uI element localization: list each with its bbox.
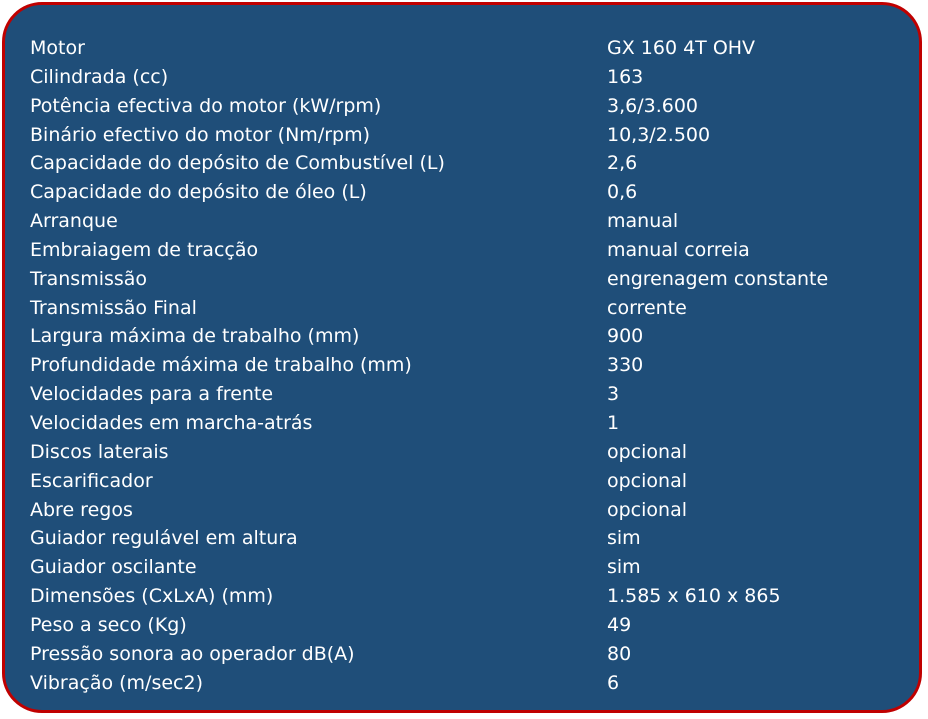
- spec-row: [30, 351, 910, 380]
- spec-label: Capacidade do depósito de Combustível (L): [30, 152, 445, 175]
- spec-label: Guiador oscilante: [30, 556, 197, 579]
- spec-row: [30, 322, 910, 351]
- spec-row: [30, 611, 910, 640]
- spec-label: Binário efectivo do motor (Nm/rpm): [30, 123, 371, 146]
- spec-value: 3,6/3.600: [607, 94, 699, 117]
- spec-value: 163: [607, 65, 644, 88]
- spec-row: [30, 34, 910, 63]
- spec-row: [30, 669, 910, 698]
- spec-row: [30, 524, 910, 553]
- spec-label: Transmissão Final: [30, 296, 197, 319]
- spec-value: 3: [607, 383, 620, 406]
- spec-value: corrente: [607, 296, 687, 319]
- spec-panel: [2, 2, 922, 713]
- spec-label: Abre regos: [30, 498, 133, 521]
- spec-label: Capacidade do depósito de óleo (L): [30, 181, 367, 204]
- spec-value: 49: [607, 613, 632, 636]
- spec-value: manual: [607, 210, 679, 233]
- spec-value: sim: [607, 527, 641, 550]
- spec-label: Cilindrada (cc): [30, 65, 169, 88]
- spec-row: [30, 553, 910, 582]
- spec-label: Pressão sonora ao operador dB(A): [30, 642, 355, 665]
- spec-label: Profundidade máxima de trabalho (mm): [30, 354, 412, 377]
- spec-table: [30, 34, 910, 697]
- spec-row: [30, 265, 910, 294]
- spec-row: [30, 496, 910, 525]
- spec-value: 6: [607, 671, 620, 694]
- spec-row: [30, 294, 910, 323]
- spec-label: Velocidades em marcha-atrás: [30, 411, 313, 434]
- spec-value: 900: [607, 325, 644, 348]
- spec-value: manual correia: [607, 238, 750, 261]
- spec-row: [30, 149, 910, 178]
- spec-value: 0,6: [607, 181, 638, 204]
- spec-label: Peso a seco (Kg): [30, 613, 187, 636]
- spec-row: [30, 63, 910, 92]
- spec-label: Escarificador: [30, 469, 153, 492]
- spec-label: Discos laterais: [30, 440, 169, 463]
- spec-value: 10,3/2.500: [607, 123, 711, 146]
- spec-value: engrenagem constante: [607, 267, 829, 290]
- spec-label: Velocidades para a frente: [30, 383, 274, 406]
- spec-label: Dimensões (CxLxA) (mm): [30, 585, 274, 608]
- spec-row: [30, 438, 910, 467]
- spec-label: Guiador regulável em altura: [30, 527, 298, 550]
- spec-value: 80: [607, 642, 632, 665]
- spec-row: [30, 92, 910, 121]
- spec-row: [30, 380, 910, 409]
- spec-label: Potência efectiva do motor (kW/rpm): [30, 94, 382, 117]
- spec-value: opcional: [607, 469, 687, 492]
- spec-label: Embraiagem de tracção: [30, 238, 259, 261]
- spec-value: opcional: [607, 440, 687, 463]
- spec-value: sim: [607, 556, 641, 579]
- spec-row: [30, 236, 910, 265]
- spec-value: 1.585 x 610 x 865: [607, 585, 781, 608]
- spec-row: [30, 207, 910, 236]
- spec-row: [30, 640, 910, 669]
- spec-value: GX 160 4T OHV: [607, 37, 756, 59]
- spec-value: opcional: [607, 498, 687, 521]
- spec-value: 330: [607, 354, 644, 377]
- spec-label: Vibração (m/sec2): [30, 671, 203, 694]
- spec-label: Motor: [30, 37, 85, 59]
- spec-row: [30, 178, 910, 207]
- spec-row: [30, 467, 910, 496]
- spec-row: [30, 582, 910, 611]
- spec-label: Transmissão: [30, 267, 148, 290]
- spec-label: Arranque: [30, 210, 118, 233]
- spec-row: [30, 409, 910, 438]
- spec-value: 1: [607, 411, 620, 434]
- spec-row: [30, 121, 910, 150]
- spec-value: 2,6: [607, 152, 638, 175]
- spec-label: Largura máxima de trabalho (mm): [30, 325, 360, 348]
